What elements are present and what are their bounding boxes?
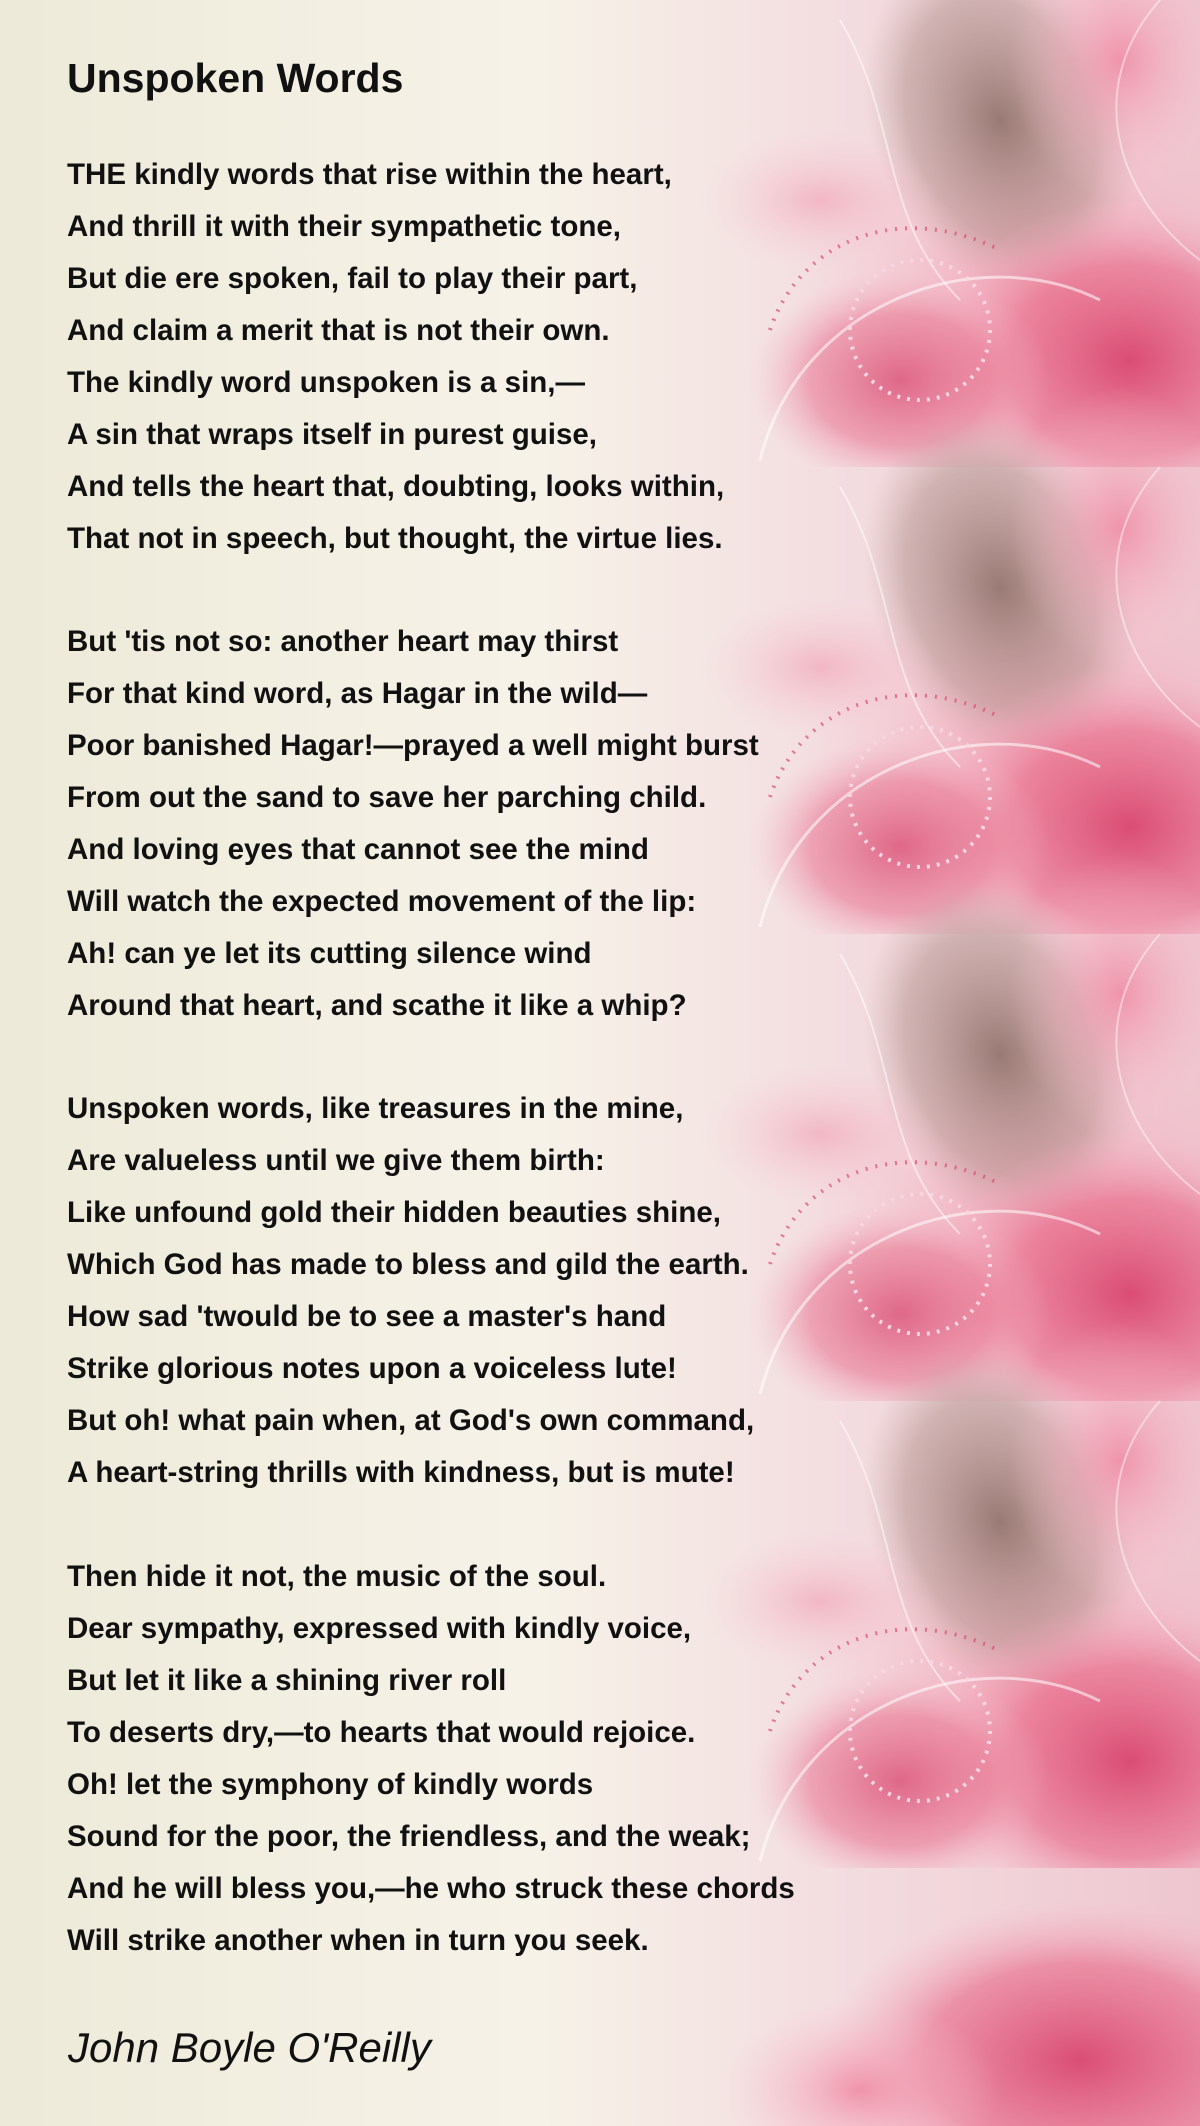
poem-line: THE kindly words that rise within the heart, bbox=[67, 158, 672, 191]
poem-line: That not in speech, but thought, the virtue lies. bbox=[67, 522, 723, 555]
poem-line: Ah! can ye let its cutting silence wind bbox=[67, 937, 592, 970]
poem-line: Unspoken words, like treasures in the mine, bbox=[67, 1092, 684, 1125]
poem-line: And he will bless you,—he who struck these chords bbox=[67, 1872, 795, 1905]
poem-line: Around that heart, and scathe it like a whip? bbox=[67, 989, 687, 1022]
poem-line: A heart-string thrills with kindness, but is mute! bbox=[67, 1456, 735, 1489]
poem-line: And thrill it with their sympathetic tone, bbox=[67, 210, 621, 243]
poem-line: The kindly word unspoken is a sin,— bbox=[67, 366, 585, 399]
poem-line: Which God has made to bless and gild the earth. bbox=[67, 1248, 749, 1281]
poem-line: For that kind word, as Hagar in the wild— bbox=[67, 677, 648, 710]
poem-line: And loving eyes that cannot see the mind bbox=[67, 833, 649, 866]
poem-line: How sad 'twould be to see a master's hand bbox=[67, 1300, 667, 1333]
poem-line: Strike glorious notes upon a voiceless lute! bbox=[67, 1352, 677, 1385]
poem-title: Unspoken Words bbox=[67, 55, 404, 101]
stanza-1 bbox=[67, 149, 724, 565]
poem-line: But oh! what pain when, at God's own command, bbox=[67, 1404, 755, 1437]
poem-line: Then hide it not, the music of the soul. bbox=[67, 1560, 607, 1593]
poem-line: And tells the heart that, doubting, looks within, bbox=[67, 470, 725, 503]
poem-line: And claim a merit that is not their own. bbox=[67, 314, 610, 347]
poem-line: Sound for the poor, the friendless, and the weak; bbox=[67, 1820, 751, 1853]
stanza-3 bbox=[67, 1083, 754, 1499]
poem-line: To deserts dry,—to hearts that would rejoice. bbox=[67, 1716, 696, 1749]
poem-line: Are valueless until we give them birth: bbox=[67, 1144, 605, 1177]
poem-line: Will strike another when in turn you seek. bbox=[67, 1924, 649, 1957]
poem-line: But let it like a shining river roll bbox=[67, 1664, 507, 1697]
poem-line: Will watch the expected movement of the lip: bbox=[67, 885, 697, 918]
stanza-2 bbox=[67, 616, 759, 1032]
poem-author: John Boyle O'Reilly bbox=[68, 2024, 431, 2071]
poem-line: Like unfound gold their hidden beauties shine, bbox=[67, 1196, 721, 1229]
poem-line: Dear sympathy, expressed with kindly voice, bbox=[67, 1612, 692, 1645]
poem-line: But die ere spoken, fail to play their part, bbox=[67, 262, 638, 295]
poem-line: A sin that wraps itself in purest guise, bbox=[67, 418, 598, 451]
poem-line: Oh! let the symphony of kindly words bbox=[67, 1768, 594, 1801]
poem-line: But 'tis not so: another heart may thirst bbox=[67, 625, 619, 658]
poem-line: From out the sand to save her parching child. bbox=[67, 781, 707, 814]
stanza-4 bbox=[67, 1551, 795, 1967]
poem-line: Poor banished Hagar!—prayed a well might burst bbox=[67, 729, 759, 762]
